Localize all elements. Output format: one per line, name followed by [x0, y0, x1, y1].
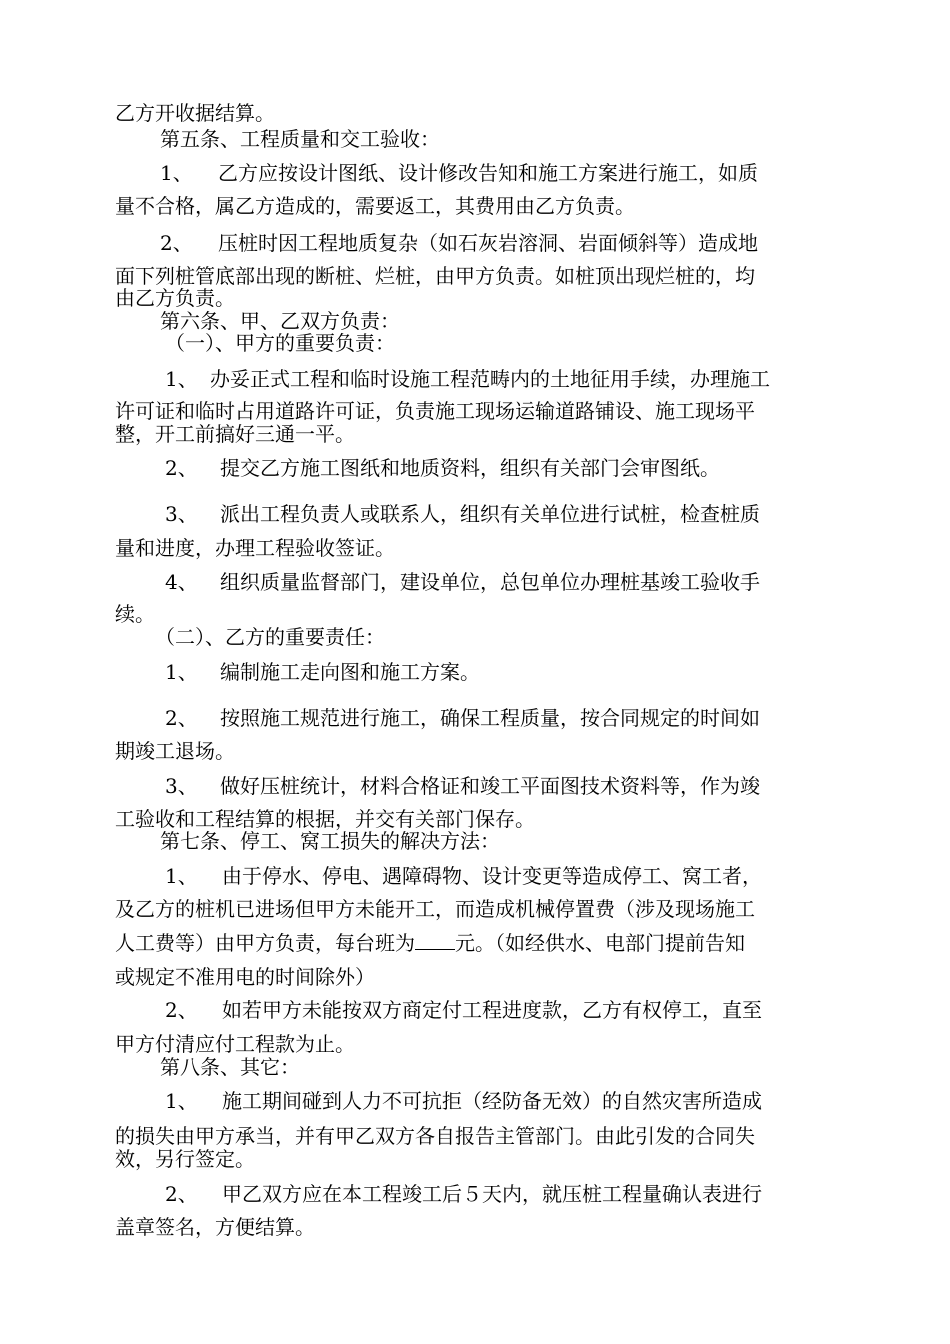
text-line: 量和进度，办理工程验收签证。: [115, 536, 395, 560]
text-line: 甲方付清应付工程款为止。: [115, 1032, 355, 1056]
text-line: 编制施工走向图和施工方案。: [220, 660, 480, 684]
text-line: 面下列桩管底部出现的断桩、烂桩，由甲方负责。如桩顶出现烂桩的，均: [115, 264, 755, 288]
section-heading: 第七条、停工、窝工损失的解决方法：: [160, 829, 500, 853]
clause-number: 3、: [165, 774, 198, 798]
text-line: 乙方应按设计图纸、设计修改告知和施工方案进行施工，如质: [218, 161, 758, 185]
section-heading: 第六条、甲、乙双方负责：: [160, 309, 400, 333]
text-line: 如若甲方未能按双方商定付工程进度款，乙方有权停工，直至: [222, 998, 762, 1022]
text-line: 甲乙双方应在本工程竣工后５天内，就压桩工程量确认表进行: [222, 1182, 762, 1206]
text-line: 期竣工退场。: [115, 739, 235, 763]
text-line: 工验收和工程结算的根据，并交有关部门保存。: [115, 807, 535, 831]
subsection-heading: （一）、甲方的重要负责：: [165, 331, 395, 355]
text-segment: 元。（如经供水、电部门提前告知: [455, 931, 745, 955]
text-line: 做好压桩统计，材料合格证和竣工平面图技术资料等，作为竣: [220, 774, 760, 798]
text-line: 由于停水、停电、遇障碍物、设计变更等造成停工、窝工者，: [222, 864, 762, 888]
clause-number: 1、: [165, 660, 198, 684]
text-line-with-blank: [115, 931, 745, 955]
text-line: 派出工程负责人或联系人，组织有关单位进行试桩，检查桩质: [220, 502, 760, 526]
clause-number: 1、: [160, 161, 193, 185]
clause-number: 2、: [165, 1182, 198, 1206]
text-line: 办妥正式工程和临时设施工程范畴内的土地征用手续，办理施工: [210, 367, 770, 391]
text-line: 整，开工前搞好三通一平。: [115, 422, 355, 446]
clause-number: 4、: [165, 570, 198, 594]
text-line: 按照施工规范进行施工，确保工程质量，按合同规定的时间如: [220, 706, 760, 730]
text-line: 及乙方的桩机已进场但甲方未能开工，而造成机械停置费（涉及现场施工: [115, 897, 755, 921]
clause-number: 2、: [165, 998, 198, 1022]
text-line: 施工期间碰到人力不可抗拒（经防备无效）的自然灾害所造成: [222, 1089, 762, 1113]
clause-number: 2、: [165, 456, 198, 480]
text-line: 由乙方负责。: [115, 286, 235, 310]
text-line: 或规定不准用电的时间除外）: [115, 965, 375, 989]
section-heading: 第八条、其它：: [160, 1055, 300, 1079]
text-line: 量不合格，属乙方造成的，需要返工，其费用由乙方负责。: [115, 194, 635, 218]
clause-number: 2、: [160, 231, 193, 255]
clause-number: 1、: [165, 367, 198, 391]
text-line: 许可证和临时占用道路许可证，负责施工现场运输道路铺设、施工现场平: [115, 399, 755, 423]
clause-number: 1、: [165, 1089, 198, 1113]
text-line: 组织质量监督部门，建设单位，总包单位办理桩基竣工验收手: [220, 570, 760, 594]
text-line: 效，另行签定。: [115, 1147, 255, 1171]
section-heading: 第五条、工程质量和交工验收：: [160, 127, 440, 151]
clause-number: 3、: [165, 502, 198, 526]
text-line: 盖章签名，方便结算。: [115, 1215, 315, 1239]
text-line: 乙方开收据结算。: [115, 101, 275, 125]
clause-number: 2、: [165, 706, 198, 730]
amount-blank: [415, 931, 455, 950]
text-line: 压桩时因工程地质复杂（如石灰岩溶洞、岩面倾斜等）造成地: [218, 231, 758, 255]
subsection-heading: （二）、乙方的重要责任：: [155, 625, 385, 649]
text-line: 提交乙方施工图纸和地质资料，组织有关部门会审图纸。: [220, 456, 720, 480]
text-line: 续。: [115, 602, 155, 626]
clause-number: 1、: [165, 864, 198, 888]
text-line: 的损失由甲方承当，并有甲乙双方各自报告主管部门。由此引发的合同失: [115, 1124, 755, 1148]
text-segment: 人工费等）由甲方负责，每台班为: [115, 931, 415, 955]
